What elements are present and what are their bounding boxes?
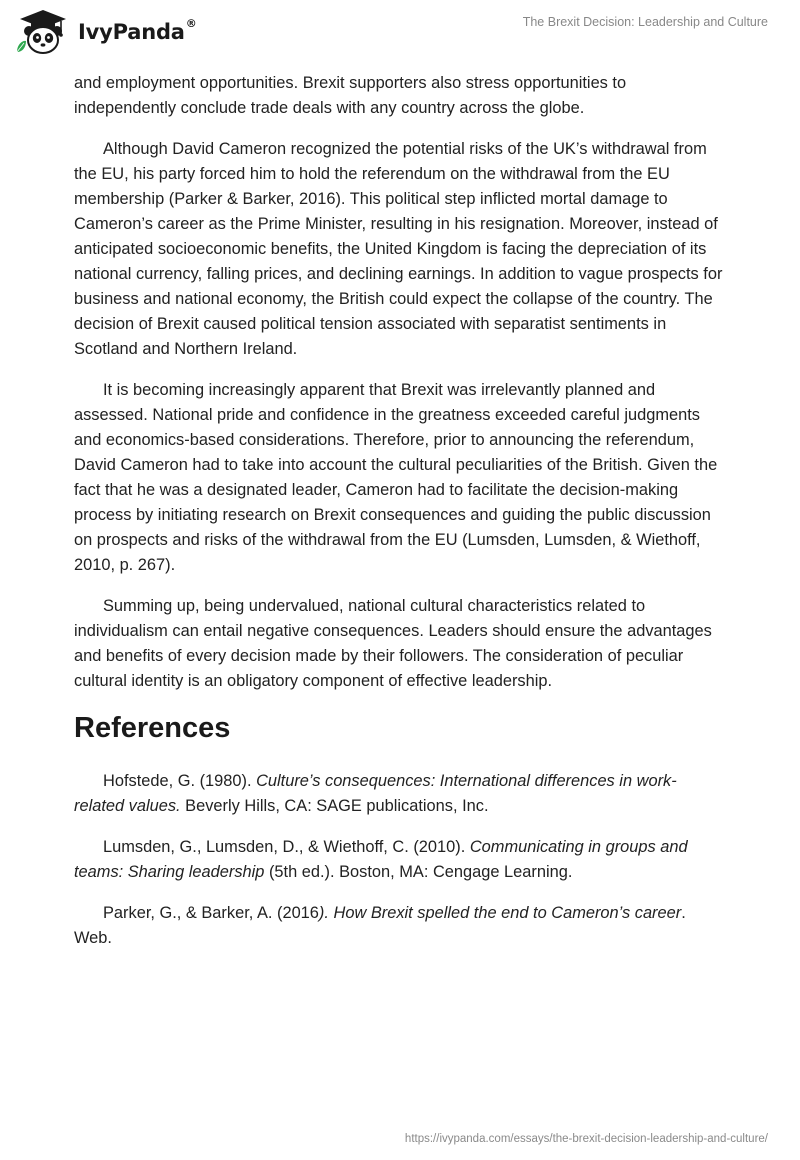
paragraph-planning: It is becoming increasingly apparent that Brexit was irrelevantly planned and assessed. National pride and confidence in the greatness exceeded careful judgments and economics-based considerations. Therefore, prior to announcing the referendum, David Cameron had to take into account the cultural peculiarities of the British. Given the fact that he was a designated leader, Cameron had to facilitate the decision-making process by initiating research on Brexit consequences and guiding the public discussion on prospects and risks of the withdrawal from the EU (Lumsden, Lumsden, & Wiethoff, 2010, p. 267). <box>74 381 718 574</box>
document-title: The Brexit Decision: Leadership and Culture <box>522 15 768 29</box>
reference-item: Parker, G., & Barker, A. (2016). How Brexit spelled the end to Cameron’s career. Web. <box>74 904 686 947</box>
reference-item: Lumsden, G., Lumsden, D., & Wiethoff, C. (2010). Communicating in groups and teams: Sharing leadership (5th ed.). Boston, MA: Cengage Learning. <box>74 838 688 881</box>
page-header <box>0 0 800 70</box>
ivypanda-logo[interactable] <box>14 8 197 56</box>
paragraph-cameron: Although David Cameron recognized the potential risks of the UK’s withdrawal from the EU, his party forced him to hold the referendum on the withdrawal from the EU membership (Parker & Barker, 2016). This political step inflicted mortal damage to Cameron’s career as the Prime Minister, resulting in his resignation. Moreover, instead of anticipated socioeconomic benefits, the United Kingdom is facing the depreciation of its national currency, falling prices, and declining earnings. In addition to vague prospects for business and national economy, the British could expect the collapse of the country. The decision of Brexit caused political tension associated with separatist sentiments in Scotland and Northern Ireland. <box>74 140 723 358</box>
references-heading: References <box>74 712 231 744</box>
paragraph-continued: and employment opportunities. Brexit supporters also stress opportunities to independently conclude trade deals with any country across the globe. <box>74 74 627 117</box>
footer-source-url[interactable]: https://ivypanda.com/essays/the-brexit-decision-leadership-and-culture/ <box>404 1133 768 1145</box>
paragraph-summary: Summing up, being undervalued, national cultural characteristics related to individualism can entail negative consequences. Leaders should ensure the advantages and benefits of every decision made by their followers. The consideration of peculiar cultural identity is an obligatory component of effective leadership. <box>74 597 712 690</box>
essay-content <box>74 71 726 967</box>
logo-text: IvyPanda® <box>78 17 197 44</box>
panda-graduation-icon <box>14 8 72 56</box>
reference-item: Hofstede, G. (1980). Culture’s consequences: International differences in work-related values. Beverly Hills, CA: SAGE publications, Inc. <box>74 772 677 815</box>
